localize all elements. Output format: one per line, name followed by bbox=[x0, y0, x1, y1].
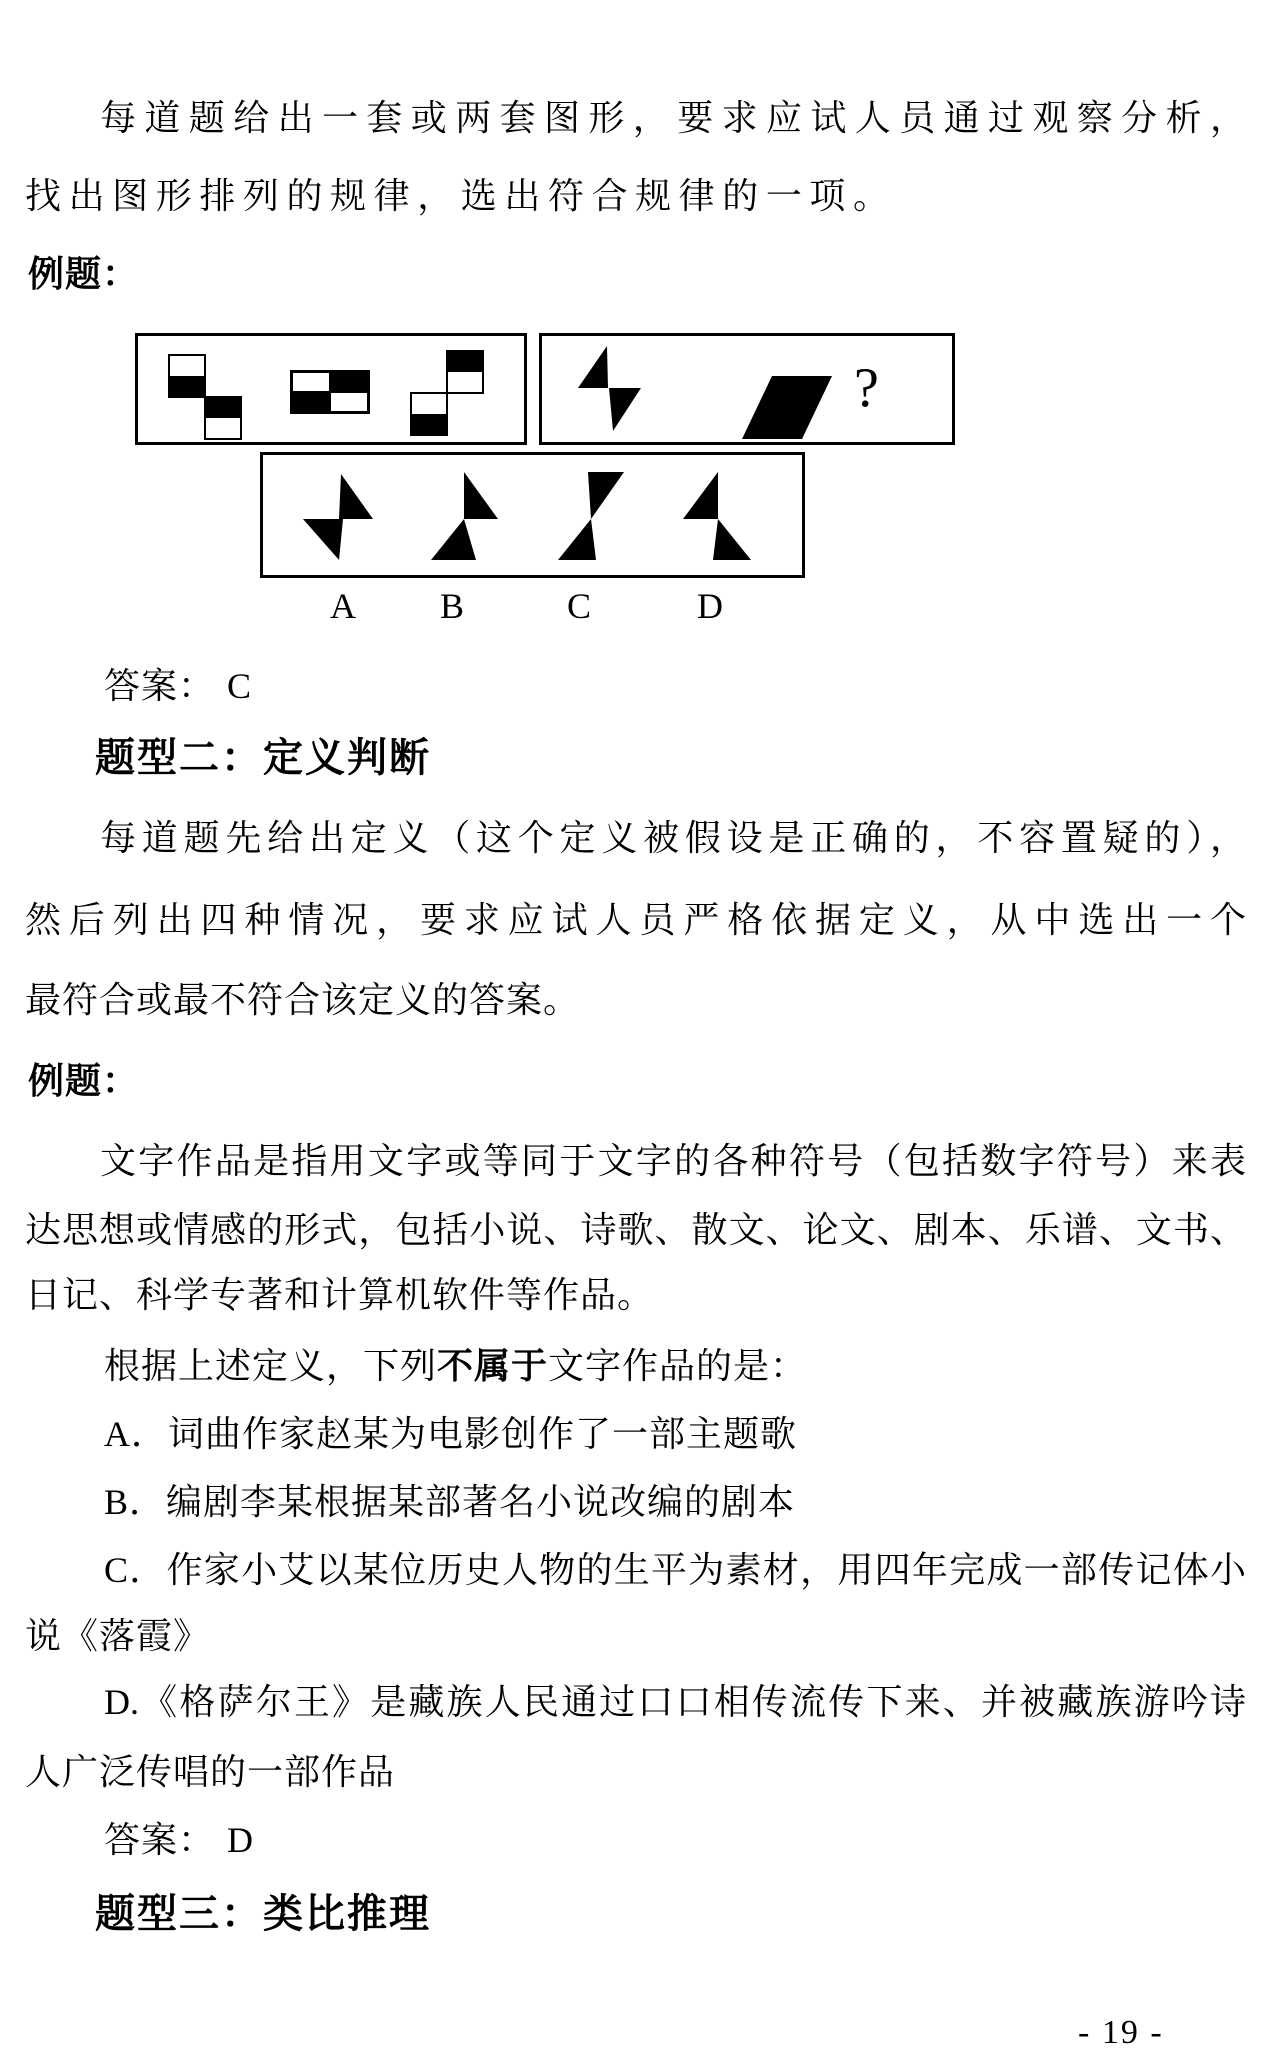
square-half-white bbox=[206, 418, 240, 438]
section-2-heading: 题型二：定义判断 bbox=[95, 735, 431, 780]
question-pre: 根据上述定义，下列 bbox=[104, 1346, 438, 1386]
section-3-heading: 题型三：类比推理 bbox=[95, 1891, 431, 1936]
page-number: - 19 - bbox=[1078, 2014, 1164, 2051]
option-figure-b bbox=[429, 472, 499, 562]
answer-line-2 bbox=[104, 1818, 254, 1862]
example-label-2: 例题： bbox=[28, 1061, 140, 1101]
cell-white bbox=[330, 392, 368, 412]
intro-paragraph-line-2: 找出图形排列的规律，选出符合规律的一项。 bbox=[25, 176, 889, 216]
question-emphasis: 不属于 bbox=[437, 1346, 549, 1386]
answer-line-1 bbox=[104, 664, 252, 708]
square-figure-1 bbox=[168, 354, 244, 442]
option-c-line-2: 说《落霞》 bbox=[25, 1616, 211, 1656]
cell-black bbox=[292, 392, 330, 412]
square-half-black bbox=[206, 398, 240, 418]
section2-para-line-3: 最符合或最不符合该定义的答案。 bbox=[25, 980, 581, 1020]
question-post: 文字作品的是： bbox=[548, 1346, 808, 1386]
square-half-white bbox=[170, 356, 204, 376]
square-half-black bbox=[170, 376, 204, 396]
square-figure-2 bbox=[290, 370, 370, 414]
option-label-b: B bbox=[440, 586, 465, 626]
option-d-line-1: D.《格萨尔王》是藏族人民通过口口相传流传下来、并被藏族游吟诗 bbox=[104, 1682, 1246, 1722]
option-d-line-2: 人广泛传唱的一部作品 bbox=[25, 1752, 396, 1792]
answer-label: 答案： bbox=[104, 666, 216, 706]
lightning-figure bbox=[578, 346, 641, 431]
square-half-white bbox=[412, 394, 446, 414]
answer-value: C bbox=[227, 666, 253, 706]
square-figure-3 bbox=[410, 350, 486, 438]
square-half-black bbox=[412, 414, 446, 434]
example-label-1: 例题： bbox=[28, 254, 140, 294]
options-panel bbox=[260, 452, 805, 578]
square-half-white bbox=[448, 372, 482, 392]
option-figure-a bbox=[303, 472, 373, 562]
cell-black bbox=[330, 372, 368, 392]
question-line bbox=[104, 1344, 807, 1388]
section2-para-line-2: 然后列出四种情况，要求应试人员严格依据定义，从中选出一个 bbox=[25, 900, 1246, 940]
definition-line-3: 日记、科学专著和计算机软件等作品。 bbox=[25, 1275, 655, 1315]
section2-para-line-1: 每道题先给出定义（这个定义被假设是正确的，不容置疑的）， bbox=[100, 818, 1246, 858]
parallelogram-figure bbox=[742, 376, 832, 439]
option-a-line: A．词曲作家赵某为电影创作了一部主题歌 bbox=[104, 1414, 797, 1454]
sample-panel-squares bbox=[135, 333, 527, 445]
cell-white bbox=[292, 372, 330, 392]
option-label-d: D bbox=[697, 586, 723, 626]
option-label-a: A bbox=[330, 586, 356, 626]
option-c-line-1: C．作家小艾以某位历史人物的生平为素材，用四年完成一部传记体小 bbox=[104, 1550, 1246, 1590]
intro-paragraph-line-1: 每道题给出一套或两套图形，要求应试人员通过观察分析， bbox=[100, 98, 1246, 138]
option-figure-d bbox=[683, 472, 753, 562]
option-label-c: C bbox=[567, 586, 592, 626]
question-mark: ? bbox=[854, 357, 879, 419]
answer-value: D bbox=[227, 1820, 255, 1860]
answer-label: 答案： bbox=[104, 1820, 216, 1860]
square-half-black bbox=[448, 352, 482, 372]
definition-line-2: 达思想或情感的形式，包括小说、诗歌、散文、论文、剧本、乐谱、文书、 bbox=[25, 1210, 1246, 1250]
option-b-line: B．编剧李某根据某部著名小说改编的剧本 bbox=[104, 1482, 796, 1522]
sample-panel-sequence bbox=[539, 333, 955, 445]
definition-line-1: 文字作品是指用文字或等同于文字的各种符号（包括数字符号）来表 bbox=[100, 1141, 1246, 1181]
option-figure-c bbox=[558, 472, 628, 562]
